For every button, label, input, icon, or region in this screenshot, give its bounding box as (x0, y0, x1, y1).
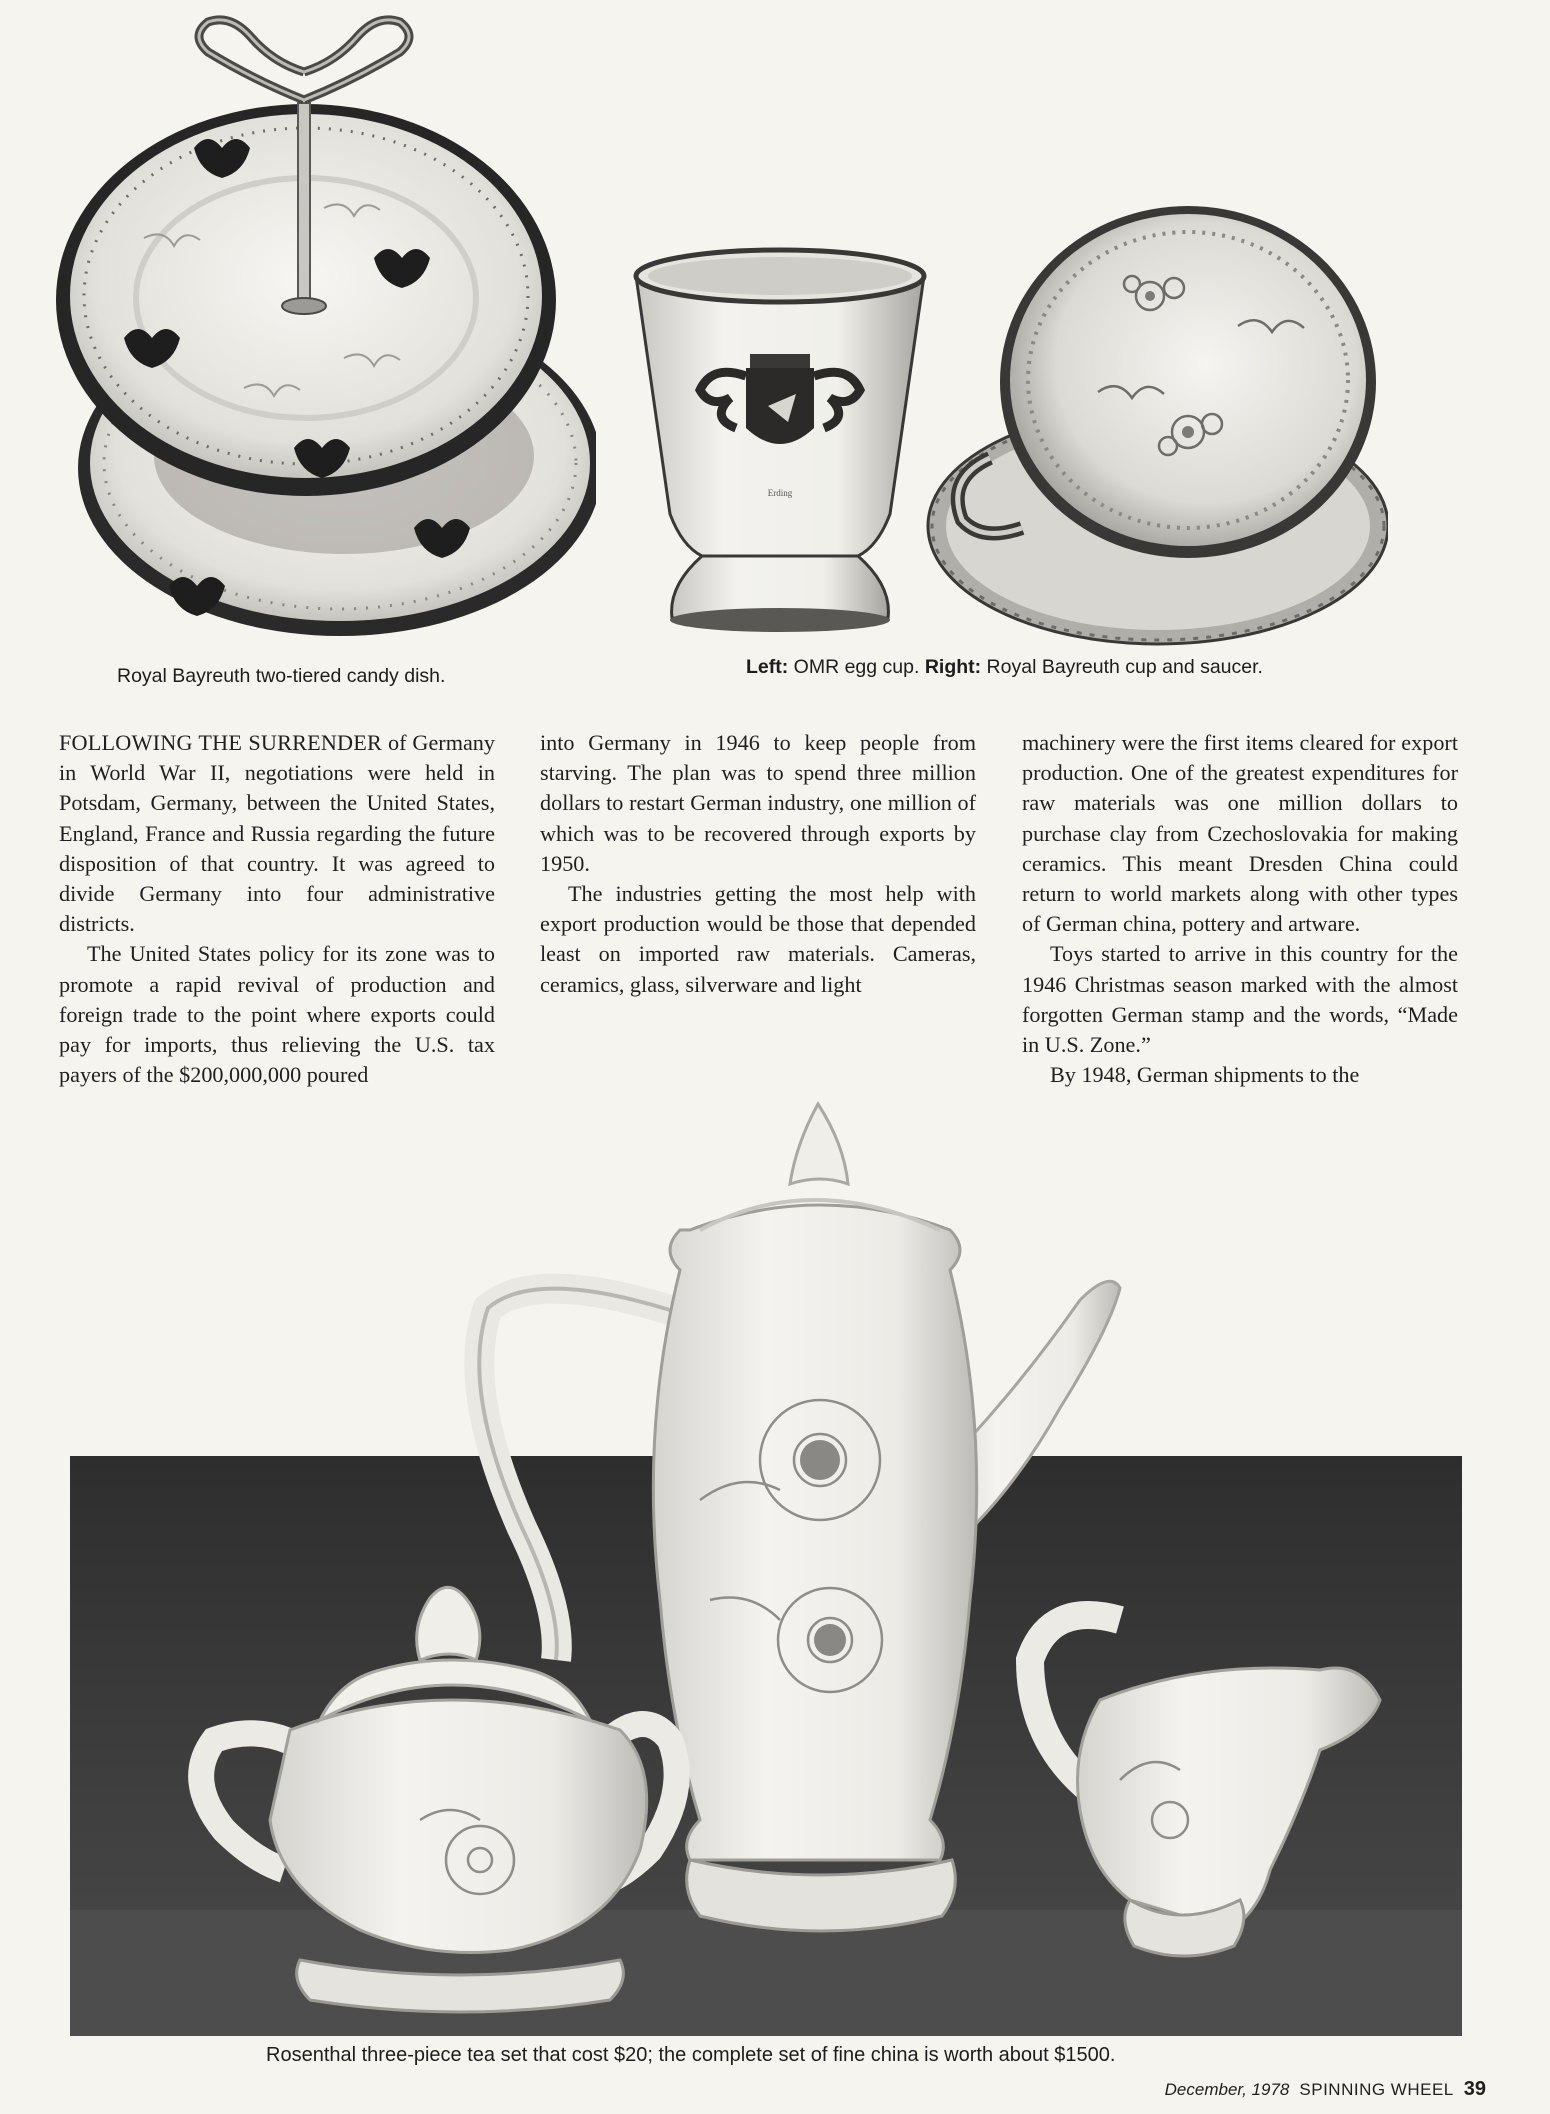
egg-cup-caption (746, 655, 1263, 679)
egg-cup-photo (628, 246, 932, 634)
article-paragraph: By 1948, German shipments to the (1050, 1062, 1360, 1088)
article-paragraph: into Germany in 1946 to keep people from starving. The plan was to spend three million dollars to restart German industry, one million of which was to be recovered through exports by 1950. (540, 730, 976, 876)
tea-set-caption-text: Rosenthal three-piece tea set that cost $20; the complete set of fine china is worth about $1500. (266, 2044, 1116, 2066)
article-column-2 (540, 728, 976, 1000)
article-paragraph: The industries getting the most help with export production would be those that depended least on imported raw materials. Cameras, ceramics, glass, silverware and light (540, 881, 976, 997)
candy-dish-caption (117, 664, 445, 688)
page-folio (1165, 2078, 1486, 2101)
tea-set-photo (0, 1080, 1550, 2040)
cup-and-saucer-photo (918, 196, 1388, 648)
egg-cup-caption-text: OMR egg cup. (788, 656, 925, 678)
issue-date: December, 1978 (1164, 2080, 1290, 2099)
article-paragraph: machinery were the first items cleared for export production. One of the greatest expenditures for raw materials was one million dollars to purchase clay from Czechoslovakia for making ceramics. This meant Dresden China could return to world markets along with other types of German china, pottery and artware. (1022, 730, 1458, 937)
candy-dish-photo (44, 8, 596, 640)
article-column-1 (59, 728, 495, 1090)
article-paragraph (59, 728, 495, 939)
tea-set-caption (266, 2043, 1115, 2067)
caption-left-label: Left: (746, 656, 789, 678)
cup-saucer-caption-text: Royal Bayreuth cup and saucer. (981, 656, 1263, 678)
caption-right-label: Right: (924, 656, 982, 678)
candy-dish-caption-text: Royal Bayreuth two-tiered candy dish. (117, 665, 446, 687)
article-paragraph: The United States policy for its zone was to promote a rapid revival of production and foreign trade to the point where exports could pay for imports, thus relieving the U.S. tax payers of the $200,000,000 poured (59, 941, 495, 1088)
svg-text:Erding: Erding (767, 488, 793, 498)
article-paragraph: Toys started to arrive in this country for the 1946 Christmas season marked with the almost forgotten German stamp and the words, “Made in U.S. Zone.” (1022, 941, 1458, 1058)
article-column-3 (1022, 728, 1458, 1090)
article-paragraph-text: of Germany in World War II, negotiations were held in Potsdam, Germany, between the United States, England, France and Russia regarding the future disposition of that country. It was agreed to divide Germany into four administrative districts. (59, 730, 495, 937)
article-lead-in: FOLLOWING THE SURRENDER (59, 730, 383, 755)
page-number: 39 (1463, 2078, 1486, 2100)
magazine-name: SPINNING WHEEL (1299, 2080, 1454, 2099)
